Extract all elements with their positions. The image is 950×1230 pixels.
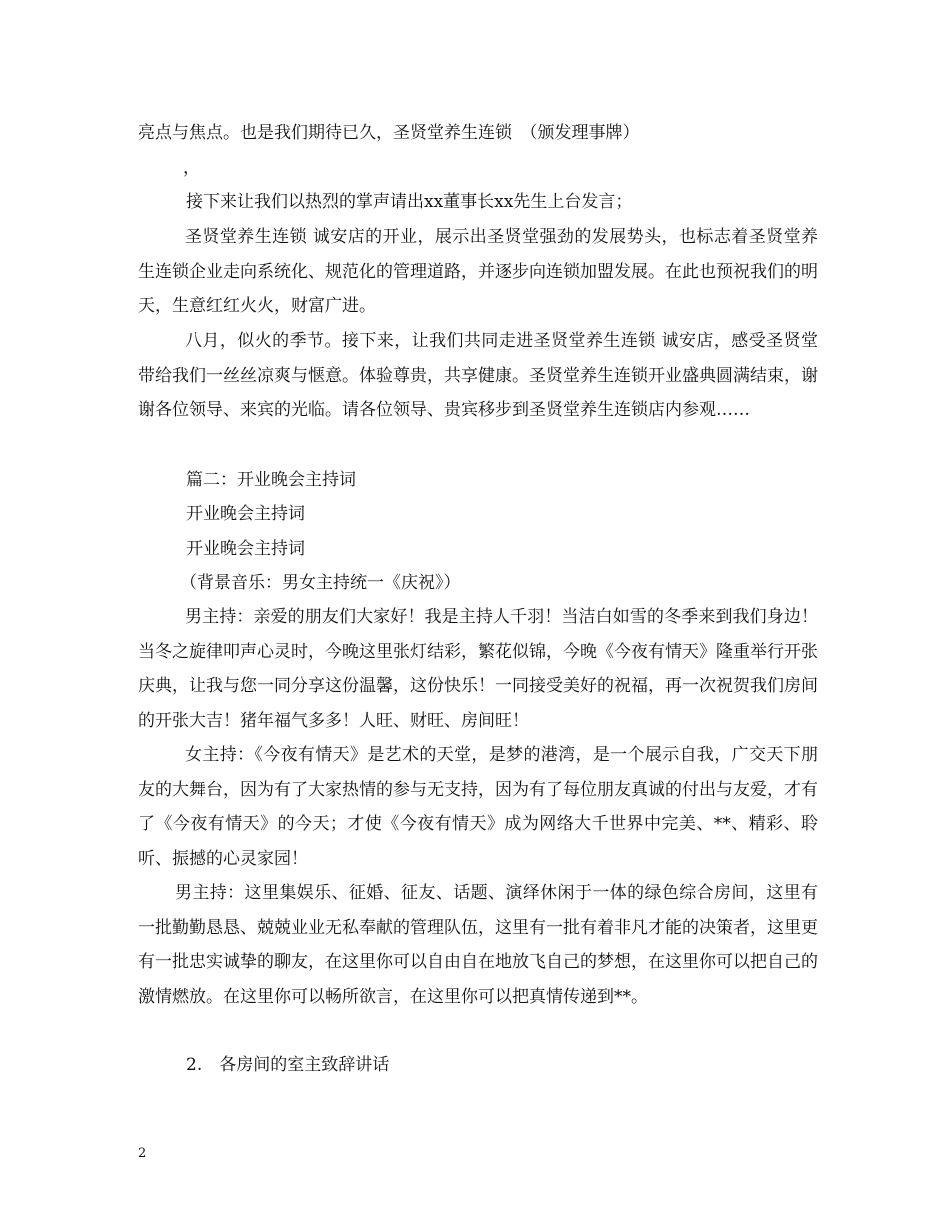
female-host-paragraph: 女主持：《今夜有情天》是艺术的天堂，是梦的港湾，是一个展示自我，广交天下朋友的大舞台，因为有了大家热情的参与无支持，因为有了每位朋友真诚的付出与友爱，才有了《今夜有情天》的今天；才使《今夜有情天》成为网络大千世界中完美、**、精彩、聆听、振撼的心灵家园！ — [138, 745, 818, 869]
background-music-note: （背景音乐：男女主持统一《庆祝》） — [180, 573, 461, 593]
subtitle-2: 开业晚会主持词 — [186, 539, 305, 559]
male-host-paragraph-2: 男主持：这里集娱乐、征婚、征友、话题、演绎休闲于一体的绿色综合房间，这里有一批勤勤恳恳、兢兢业业无私奉献的管理队伍，这里有一批有着非凡才能的决策者，这里更有一批忠实诚挚的聊友，在这里你可以自由自在地放飞自己的梦想，在这里你可以把自己的激情燃放。在这里你可以畅所欲言，在这里你可以把真情传递到**。 — [138, 883, 818, 1007]
text-line-1: 亮点与焦点。也是我们期待已久，圣贤堂养生连锁 （颁发理事牌） — [138, 123, 640, 143]
text-line-2: ， — [183, 158, 200, 178]
list-item-2: 2. 各房间的室主致辞讲话 — [186, 1055, 390, 1075]
paragraph-august: 八月，似火的季节。接下来，让我们共同走进圣贤堂养生连锁 诚安店，感受圣贤堂带给我们一丝丝凉爽与惬意。体验尊贵，共享健康。圣贤堂养生连锁开业盛典圆满结束，谢谢各位领导、来宾的光临。请各位领导、贵宾移步到圣贤堂养生连锁店内参观…… — [138, 331, 818, 420]
text-line-3: 接下来让我们以热烈的掌声请出xx董事长xx先生上台发言； — [186, 192, 633, 212]
page-number: 2 — [138, 1146, 147, 1161]
section-heading: 篇二：开业晚会主持词 — [186, 470, 356, 490]
subtitle-1: 开业晚会主持词 — [186, 504, 305, 524]
paragraph-opening: 圣贤堂养生连锁 诚安店的开业，展示出圣贤堂强劲的发展势头，也标志着圣贤堂养生连锁企业走向系统化、规范化的管理道路，并逐步向连锁加盟发展。在此也预祝我们的明天，生意红红火火，财富广进。 — [138, 227, 818, 316]
male-host-paragraph-1: 男主持：亲爱的朋友们大家好！我是主持人千羽！当洁白如雪的冬季来到我们身边！当冬之旋律叩声心灵时，今晚这里张灯结彩，繁花似锦，今晚《今夜有情天》隆重举行开张庆典，让我与您一同分享这份温馨，这份快乐！一同接受美好的祝福，再一次祝贺我们房间的开张大吉！猪年福气多多！人旺、财旺、房间旺！ — [138, 607, 818, 731]
